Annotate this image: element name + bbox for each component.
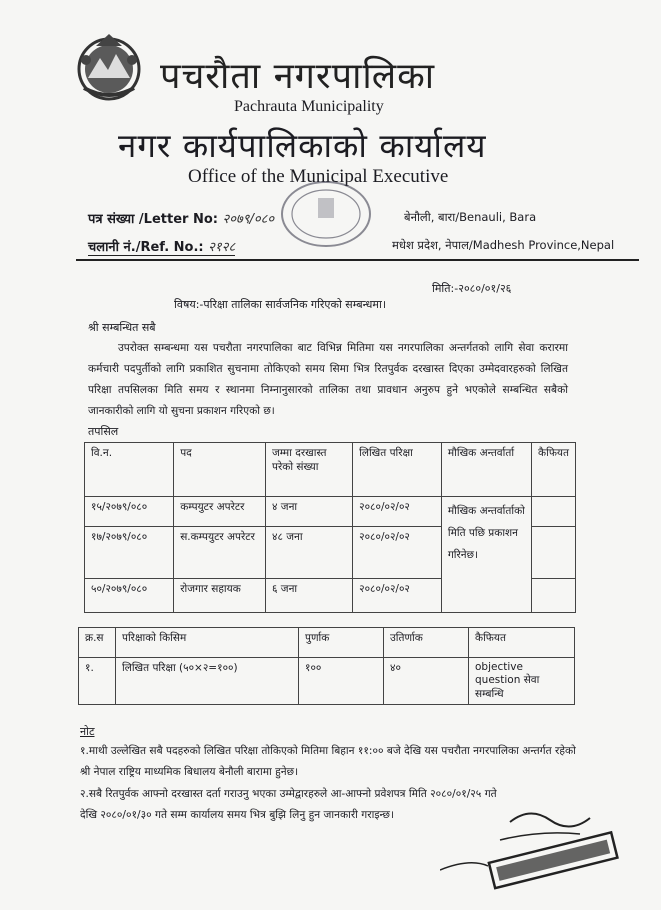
office-seal-stamp bbox=[278, 178, 374, 250]
notes-heading: नोट bbox=[80, 725, 95, 738]
letter-salutation: श्री सम्बन्धित सबै bbox=[88, 321, 156, 334]
table-header: लिखित परिक्षा bbox=[353, 443, 442, 497]
table-header: क्र.स bbox=[79, 628, 116, 658]
note-item: २.सबै रितपुर्वक आफ्नो दरखास्त दर्ता गराउनु भएका उम्मेद्वारहरुले आ-आफ्नो प्रवेशपत्र मिति २०८०/०१/२५ गते देखि २०८०/०१/३० गते सम्म कार्यालय समय भित्र बुझि लिनु हुन जानकारी गराइन्छ। bbox=[80, 788, 497, 821]
cell-remark bbox=[532, 527, 576, 579]
table-header: परिक्षाको किसिम bbox=[116, 628, 299, 658]
address-line-2: मधेश प्रदेश, नेपाल/Madhesh Province,Nepal bbox=[392, 238, 615, 252]
cell-remark bbox=[532, 497, 576, 527]
table-header: उतिर्णाक bbox=[384, 628, 469, 658]
office-title-nepali: नगर कार्यपालिकाको कार्यालय bbox=[118, 126, 487, 165]
cell-remark bbox=[532, 579, 576, 613]
cell-count: ४८ जना bbox=[266, 527, 353, 579]
cell-interview-note: मौखिक अन्तर्वार्ताको मिति पछि प्रकाशन गरिनेछ। bbox=[441, 497, 531, 613]
reference-number-value: २१२८ bbox=[208, 240, 236, 255]
reference-number bbox=[88, 237, 235, 256]
cell-no: १५/२०७९/०८० bbox=[85, 497, 174, 527]
cell-count: ६ जना bbox=[266, 579, 353, 613]
cell-type: लिखित परिक्षा (५०×२=१००) bbox=[116, 658, 299, 705]
signature-stamp bbox=[440, 800, 620, 890]
cell-remark: objective question सेवा सम्बन्धि bbox=[469, 658, 575, 705]
table-header: पुर्णाक bbox=[299, 628, 384, 658]
letter-body: उपरोक्त सम्बन्धमा यस पचरौता नगरपालिका बाट विभिन्न मितिमा यस नगरपालिका अन्तर्गतको लागि सेवा करारमा कर्मचारी पदपुर्तीको लागि प्रकाशित सुचनामा तोकिएको समय सिमा भित्र रितपुर्वक दरखास्त दिएका उम्मेदवारहरुको लिखित परिक्षा तपसिलका मिति समय र स्थानमा निम्नानुसारको तालिका तथा प्रावधान अनुरुप हुने भएकोले सम्बन्धित सबैको जानकारीको लागि यो सुचना प्रकाशन गरिएको छ। bbox=[88, 342, 568, 417]
nepal-emblem-logo bbox=[72, 30, 146, 104]
office-title-english: Office of the Municipal Executive bbox=[188, 166, 449, 187]
letter-number-label: पत्र संख्या /Letter No: bbox=[88, 212, 218, 227]
cell-post: स.कम्पयुटर अपरेटर bbox=[174, 527, 266, 579]
letter-date: मिति:-२०८०/०१/२६ bbox=[432, 282, 512, 295]
cell-post: कम्पयुटर अपरेटर bbox=[174, 497, 266, 527]
note-item: १.माथी उल्लेखित सबै पदहरुको लिखित परिक्षा तोकिएको मितिमा बिहान ११:०० बजे देखि यस पचरौता नगरपालिका अन्तर्गत रहेको श्री नेपाल राष्ट्रिय माध्यमिक बिधालय बेनौली बारामा हुनेछ। bbox=[80, 745, 576, 778]
table-header: वि.न. bbox=[85, 443, 174, 497]
table-header: कैफियत bbox=[532, 443, 576, 497]
letter-number-value: २०७९/०८० bbox=[222, 212, 275, 227]
exam-type-table bbox=[78, 627, 575, 705]
cell-post: रोजगार सहायक bbox=[174, 579, 266, 613]
exam-schedule-table bbox=[84, 442, 576, 613]
reference-number-label: चलानी नं./Ref. No.: bbox=[88, 240, 204, 255]
header-divider bbox=[76, 259, 639, 261]
municipality-title-english: Pachrauta Municipality bbox=[234, 98, 384, 115]
cell-no: ५०/२०७९/०८० bbox=[85, 579, 174, 613]
cell-count: ४ जना bbox=[266, 497, 353, 527]
cell-date: २०८०/०२/०२ bbox=[353, 527, 442, 579]
detail-label: तपसिल bbox=[88, 425, 119, 438]
cell-no: १७/२०७९/०८० bbox=[85, 527, 174, 579]
municipality-title-nepali: पचरौता नगरपालिका bbox=[160, 56, 436, 97]
table-header: जम्मा दरखास्त परेको संख्या bbox=[266, 443, 353, 497]
cell-sn: १. bbox=[79, 658, 116, 705]
letter-subject: विषय:-परिक्षा तालिका सार्वजनिक गरिएको सम्बन्धमा। bbox=[174, 298, 387, 311]
table-header: पद bbox=[174, 443, 266, 497]
cell-date: २०८०/०२/०२ bbox=[353, 579, 442, 613]
address-line-1: बेनौली, बारा/Benauli, Bara bbox=[404, 210, 537, 224]
table-header: मौखिक अन्तर्वार्ता bbox=[441, 443, 531, 497]
table-row bbox=[79, 658, 575, 705]
cell-full-marks: १०० bbox=[299, 658, 384, 705]
table-header: कैफियत bbox=[469, 628, 575, 658]
cell-pass-marks: ४० bbox=[384, 658, 469, 705]
cell-date: २०८०/०२/०२ bbox=[353, 497, 442, 527]
letter-number bbox=[88, 209, 274, 227]
table-row bbox=[85, 497, 576, 527]
